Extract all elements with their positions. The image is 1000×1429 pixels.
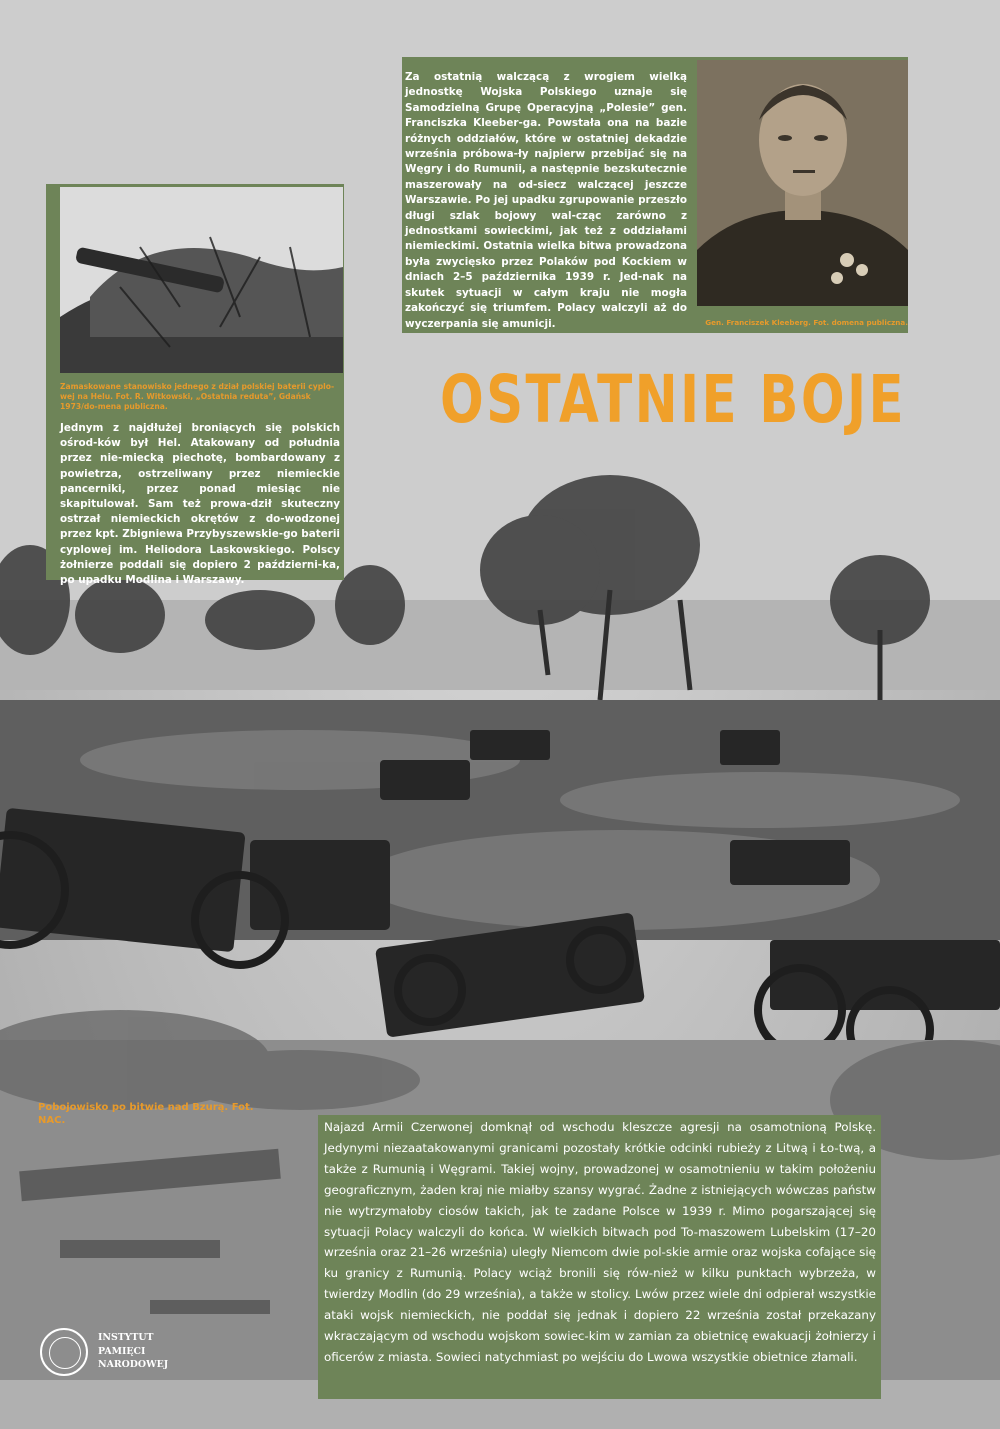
kleeberg-portrait-photo bbox=[697, 60, 908, 306]
bzura-photo-caption: Pobojowisko po bitwie nad Bzurą. Fot. NAC. bbox=[38, 1102, 254, 1126]
logo-line-2: PAMIĘCI bbox=[98, 1345, 146, 1357]
page-title: OSTATNIE BOJE bbox=[440, 361, 906, 438]
ipn-logo bbox=[40, 1328, 200, 1378]
kleeberg-text: Za ostatnią walczącą z wrogiem wielką jednostkę Wojska Polskiego uznaje się Samodzielną Grupę Operacyjną „Polesie” gen. Franciszka Kleeber-ga. Powstała ona na bazie różnych oddziałów, które w ostatniej dekadzie września próbowa-ły najpierw przebijać się na Węgry i do Rumunii, a następnie bezskutecznie maszerowały na od-siecz walczącej jeszcze Warszawie. Po jej upadku zgrupowanie przeszło długi szlak bojowy wal-cząc zarówno z jednostkami sowieckimi, jak też z oddziałami niemieckimi. Ostatnia wielka bitwa prowadzona była zwycięsko przez Polaków pod Kockiem w dniach 2–5 października 1939 r. Jed-nak na skutek sytuacji w całym kraju nie mogła zakończyć się triumfem. Polacy walczyli aż do wyczerpania się amunicji. bbox=[405, 71, 687, 330]
logo-text bbox=[98, 1331, 198, 1372]
eagle-seal-icon bbox=[40, 1328, 88, 1376]
logo-line-3: NARODOWEJ bbox=[98, 1359, 169, 1370]
hel-text: Jednym z najdłużej broniących się polskich ośrod-ków był Hel. Atakowany od południa przez nie-miecką piechotę, bombardowany z powietrza, ostrzeliwany przez niemieckie pancerniki, przez ponad miesiąc nie skapitulował. Sam też prowa-dził skuteczny ostrzał niemieckich okrętów z do-wodzonej przez kpt. Zbigniewa Przybyszewskie-go baterii cyplowej im. Heliodora Laskowskiego. Polscy żołnierze poddali się dopiero 2 październi-ka, po upadku Modlina i Warszawy. bbox=[60, 422, 340, 587]
camouflaged-gun-photo bbox=[60, 187, 343, 373]
kleeberg-photo-caption: Gen. Franciszek Kleeberg. Fot. domena publiczna. bbox=[705, 318, 908, 327]
logo-line-1: INSTYTUT bbox=[98, 1332, 154, 1343]
main-text: Najazd Armii Czerwonej domknął od wschodu kleszcze agresji na osamotnioną Polskę. Jedynymi niezaatakowanymi granicami pozostały krótkie odcinki rubieży z Litwą i Ło-twą, a także z Rumunią i Węgrami. Takiej wojny, prowadzonej w osamotnieniu w takim położeniu geograficznym, żaden kraj nie miałby szansy wygrać. Żadne z istniejących wówczas państw nie wytrzymałoby ciosów takich, jak te zadane Polsce w 1939 r. Mimo pogarszającej się sytuacji Polacy walczyli do końca. W wielkich bitwach pod To-maszowem Lubelskim (17–20 września oraz 21–26 września) uległy Niemcom dwie pol-skie armie oraz wojska cofające się ku granicy z Rumunią. Polacy wciąż bronili się rów-nież w kilku punktach wybrzeża, w twierdzy Modlin (do 29 września), a także w stolicy. Lwów przez wiele dni odpierał wszystkie ataki wojsk niemieckich, nie poddał się jednak i dopiero 22 września został przekazany wkraczającym od wschodu wojskom sowiec-kim w zamian za obietnicę ewakuacji żołnierzy i oficerów z miasta. Sowieci natychmiast po wejściu do Lwowa wszystkie obietnice złamali. bbox=[324, 1120, 876, 1364]
hel-photo-caption: Zamaskowane stanowisko jednego z dział polskiej baterii cyplo-wej na Helu. Fot. R. Witkowski, „Ostatnia reduta”, Gdańsk 1973/do-mena publiczna. bbox=[60, 382, 335, 411]
